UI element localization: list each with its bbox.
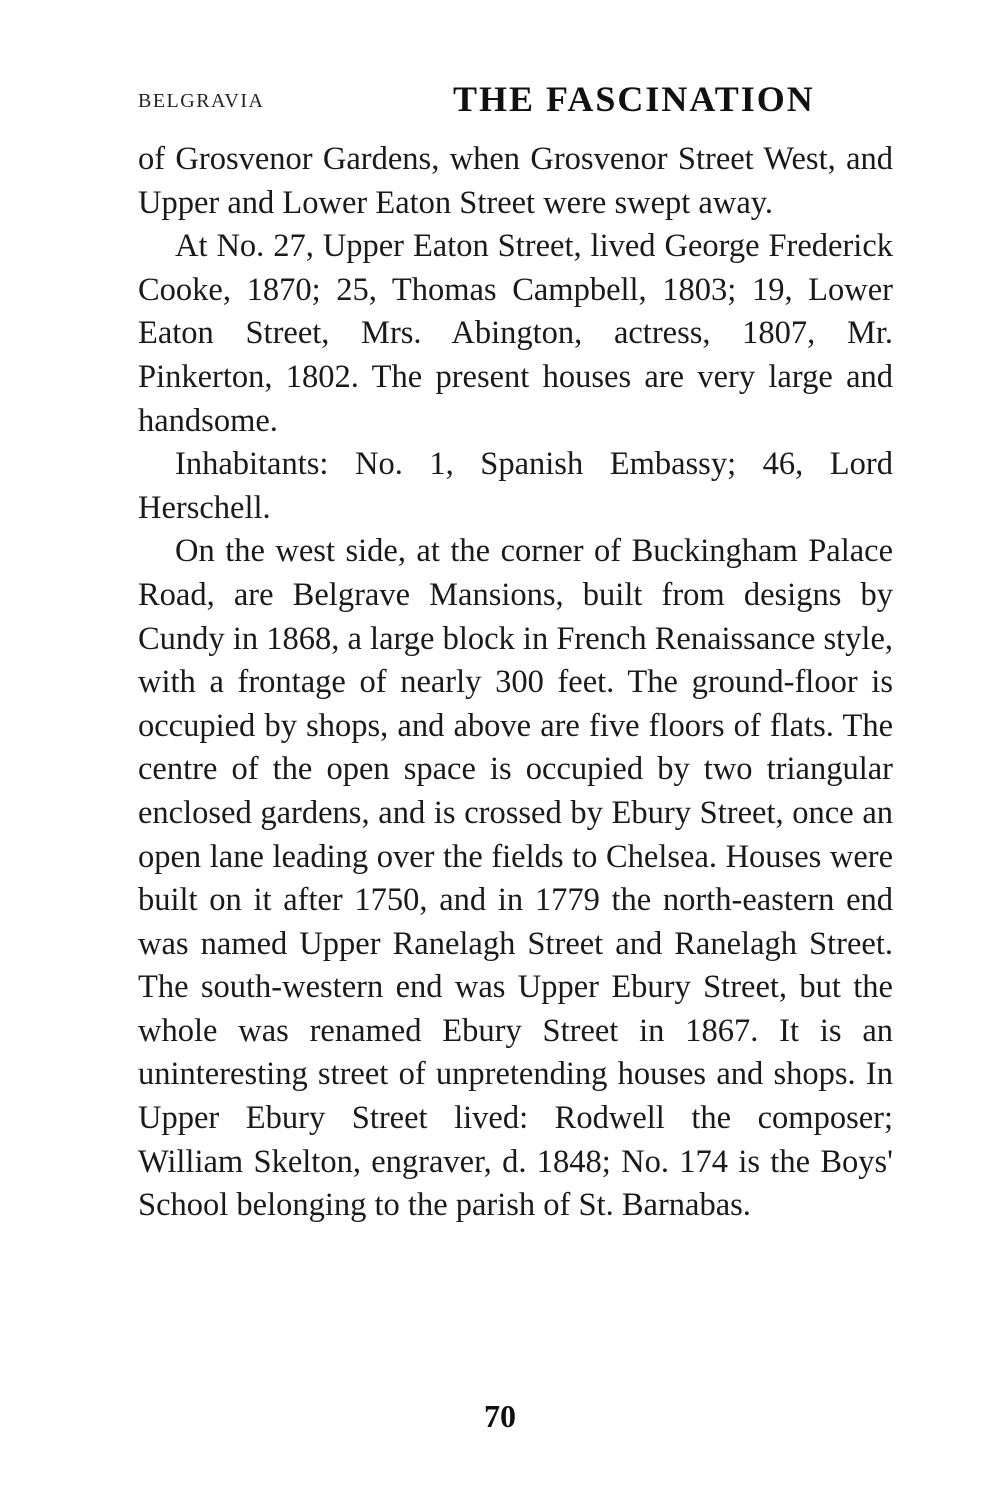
paragraph-continuation: of Grosvenor Gardens, when Grosvenor Street West, and Upper and Lower Eaton Street were swept away. <box>138 141 893 221</box>
page-title: THE FASCINATION <box>453 79 815 119</box>
paragraph-upper-eaton-street: At No. 27, Upper Eaton Street, lived George Frederick Cooke, 1870; 25, Thomas Campbell, 1803; 19, Lower Eaton Street, Mrs. Abington, actress, 1807, Mr. Pinkerton, 1802. The present houses are very large and handsome. <box>138 228 893 439</box>
page-number: 70 <box>484 1398 516 1434</box>
paragraph-belgrave-mansions: On the west side, at the corner of Buckingham Palace Road, are Belgrave Mansions, built from designs by Cundy in 1868, a large block in French Renaissance style, with a frontage of nearly 300 feet. The ground-floor is occupied by shops, and above are five floors of flats. The centre of the open space is occupied by two triangular enclosed gardens, and is crossed by Ebury Street, once an open lane leading over the fields to Chelsea. Houses were built on it after 1750, and in 1779 the north-eastern end was named Upper Ranelagh Street and Ranelagh Street. The south-western end was Upper Ebury Street, but the whole was renamed Ebury Street in 1867. It is an uninteresting street of unpretending houses and shops. In Upper Ebury Street lived: Rodwell the composer; William Skelton, engraver, d. 1848; No. 174 is the Boys' School belonging to the parish of St. Barnabas. <box>138 533 893 1224</box>
body-text <box>138 138 893 1228</box>
paragraph-inhabitants: Inhabitants: No. 1, Spanish Embassy; 46, Lord Herschell. <box>138 446 893 526</box>
section-label: BELGRAVIA <box>138 90 265 112</box>
running-head <box>138 78 890 122</box>
